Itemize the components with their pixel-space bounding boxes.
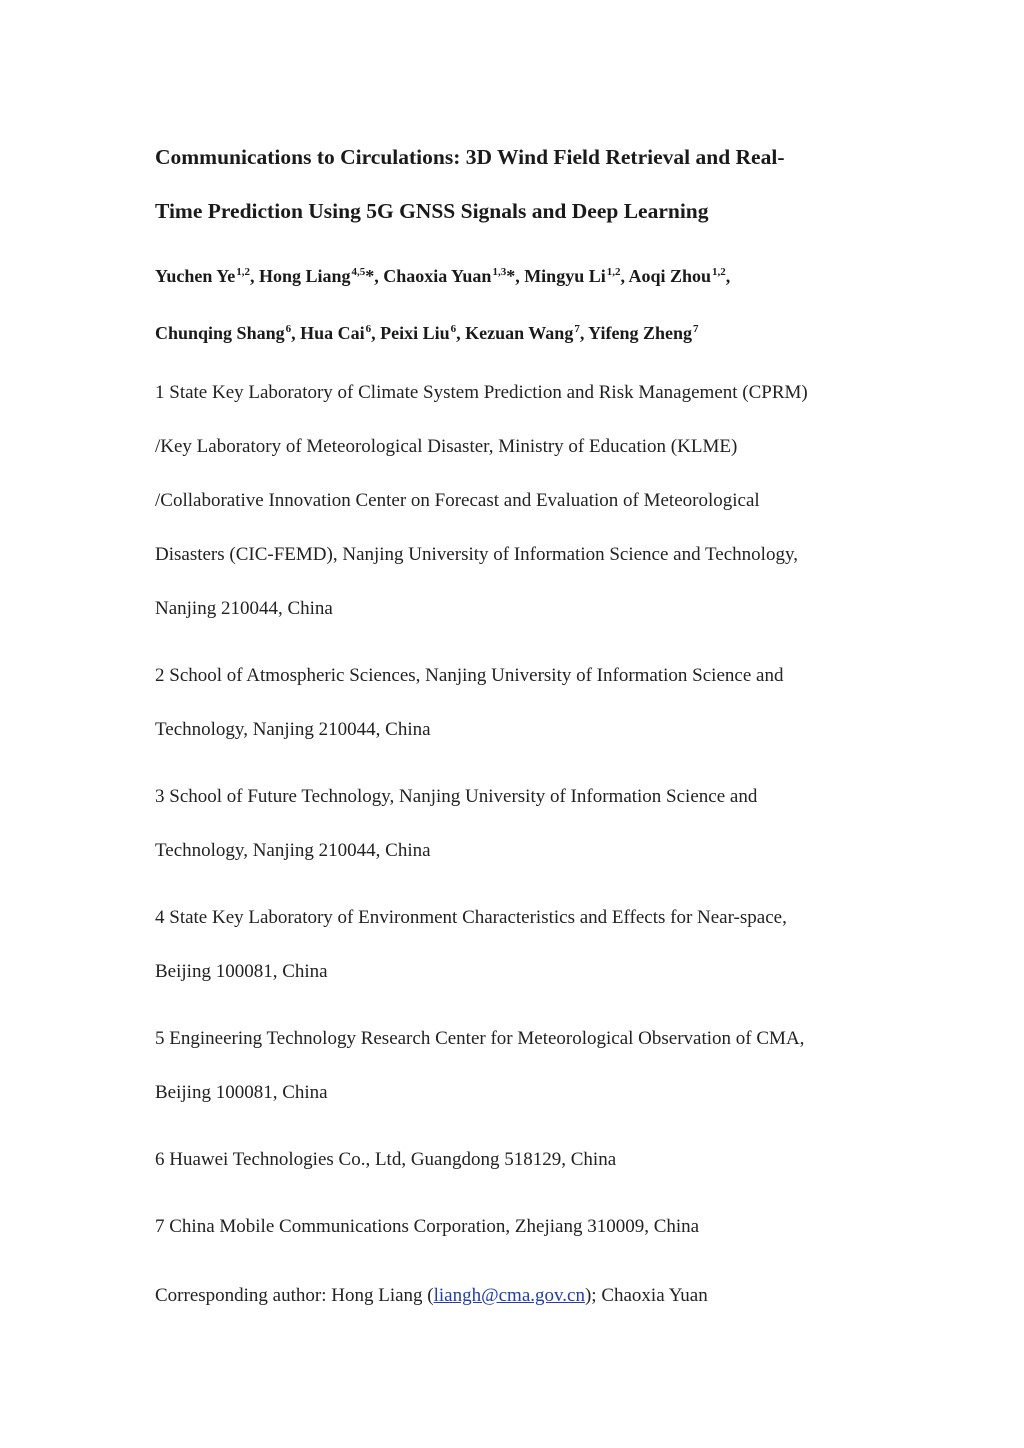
author-affiliation-marker: 7 <box>693 323 699 335</box>
author-name: Yifeng Zheng <box>588 323 693 343</box>
affiliation-line: 5 Engineering Technology Research Center for Meteorological Observation of CMA, <box>155 1028 805 1049</box>
affiliation-1 <box>155 366 895 636</box>
author-affiliation-marker: 1,3 <box>492 266 507 278</box>
author-separator: *, <box>506 266 525 286</box>
affiliation-line: Beijing 100081, China <box>155 1082 328 1103</box>
author-separator: , <box>579 323 589 343</box>
author-name: Chunqing Shang <box>155 323 285 343</box>
author-name: Hua Cai <box>300 323 365 343</box>
affiliation-7 <box>155 1200 895 1254</box>
author-name: Aoqi Zhou <box>628 266 712 286</box>
affiliation-line: 4 State Key Laboratory of Environment Characteristics and Effects for Near-space, <box>155 907 787 928</box>
title-line-1: Communications to Circulations: 3D Wind Field Retrieval and Real- <box>155 145 785 169</box>
author-name: Kezuan Wang <box>465 323 574 343</box>
affiliation-line: 2 School of Atmospheric Sciences, Nanjing University of Information Science and <box>155 665 784 686</box>
author-name: Peixi Liu <box>380 323 450 343</box>
author-line-1 <box>155 249 875 306</box>
corresponding-email-link[interactable]: liangh@cma.gov.cn <box>433 1285 585 1306</box>
author-affiliation-marker: 1,2 <box>606 266 621 278</box>
affiliation-line: Technology, Nanjing 210044, China <box>155 840 431 861</box>
affiliation-line: /Collaborative Innovation Center on Forecast and Evaluation of Meteorological <box>155 490 760 511</box>
affiliation-3 <box>155 770 895 878</box>
author-affiliation-marker: 7 <box>574 323 580 335</box>
author-affiliation-marker: 1,2 <box>712 266 726 278</box>
corresponding-suffix: ); Chaoxia Yuan <box>584 1285 708 1306</box>
affiliation-6 <box>155 1133 895 1187</box>
affiliation-line: Technology, Nanjing 210044, China <box>155 719 431 740</box>
author-affiliation-marker: 6 <box>365 323 372 335</box>
affiliation-line: 1 State Key Laboratory of Climate System Prediction and Risk Management (CPRM) <box>155 382 808 403</box>
affiliation-line: Beijing 100081, China <box>155 961 328 982</box>
author-affiliation-marker: 6 <box>285 323 292 335</box>
author-separator: , <box>725 266 731 286</box>
affiliation-line: Disasters (CIC-FEMD), Nanjing University of Information Science and Technology, <box>155 544 798 565</box>
author-name: Mingyu Li <box>524 266 606 286</box>
author-name: Hong Liang <box>258 266 351 286</box>
affiliation-line: 6 Huawei Technologies Co., Ltd, Guangdong 518129, China <box>155 1149 617 1170</box>
author-separator: , <box>249 266 259 286</box>
author-list <box>155 249 875 363</box>
author-separator: , <box>456 323 466 343</box>
corresponding-author <box>155 1269 895 1323</box>
author-name: Chaoxia Yuan <box>383 266 492 286</box>
affiliation-2 <box>155 649 895 757</box>
paper-title <box>155 130 875 238</box>
author-separator: , <box>291 323 301 343</box>
affiliation-line: Nanjing 210044, China <box>155 598 333 619</box>
affiliation-5 <box>155 1012 895 1120</box>
author-separator: , <box>620 266 629 286</box>
author-separator: *, <box>365 266 384 286</box>
affiliation-line: 3 School of Future Technology, Nanjing University of Information Science and <box>155 786 758 807</box>
author-affiliation-marker: 6 <box>450 323 457 335</box>
affiliation-4 <box>155 891 895 999</box>
author-name: Yuchen Ye <box>155 266 236 286</box>
title-line-2: Time Prediction Using 5G GNSS Signals and Deep Learning <box>155 199 709 223</box>
author-affiliation-marker: 4,5 <box>351 266 366 278</box>
author-line-2 <box>155 306 875 363</box>
corresponding-prefix: Corresponding author: Hong Liang ( <box>155 1285 434 1306</box>
author-affiliation-marker: 1,2 <box>236 266 250 278</box>
author-separator: , <box>371 323 381 343</box>
affiliation-line: /Key Laboratory of Meteorological Disaster, Ministry of Education (KLME) <box>155 436 738 457</box>
affiliation-line: 7 China Mobile Communications Corporation, Zhejiang 310009, China <box>155 1216 700 1237</box>
